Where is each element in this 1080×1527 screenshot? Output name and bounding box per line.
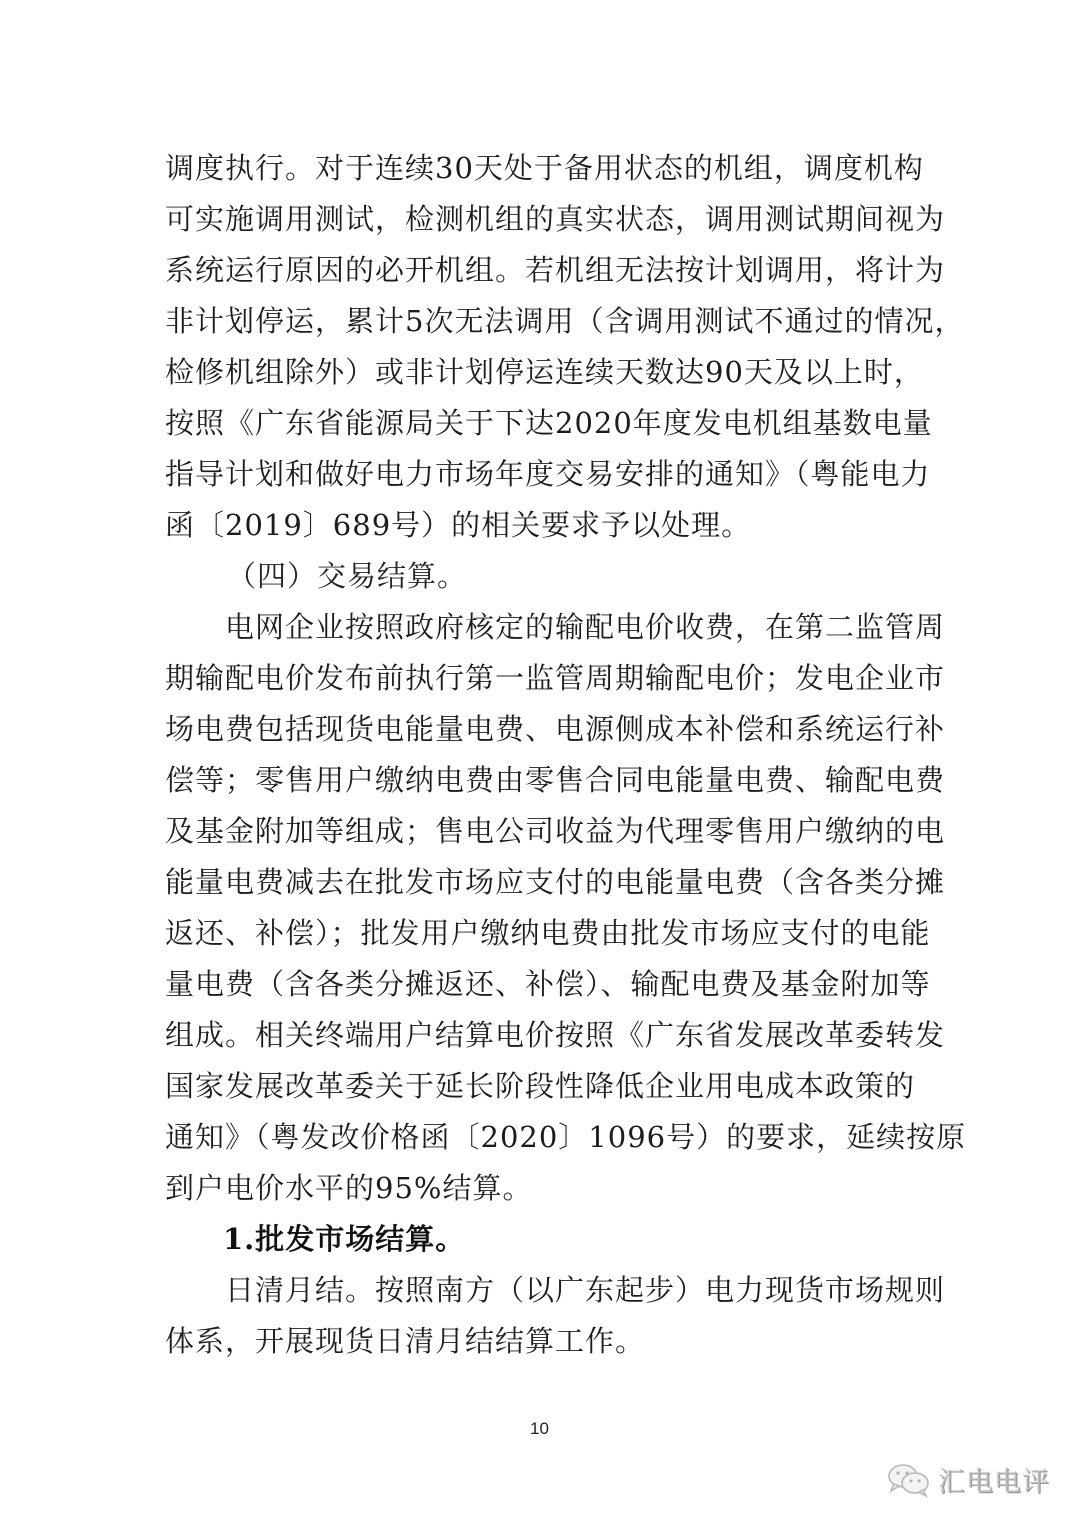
text-line: 电网企业按照政府核定的输配电价收费，在第二监管周 <box>225 610 946 644</box>
page-number: 10 <box>530 1419 549 1438</box>
paragraph-daily-clearing <box>165 1265 946 1367</box>
text-line: 国家发展改革委关于延长阶段性降低企业用电成本政策的 <box>165 1069 916 1103</box>
text-line: 场电费包括现货电能量电费、电源侧成本补偿和系统运行补 <box>165 712 946 746</box>
text-line: 体系，开展现货日清月结结算工作。 <box>165 1324 646 1358</box>
text-line: 按照《广东省能源局关于下达2020年度发电机组基数电量 <box>165 406 933 440</box>
paragraph-dispatch-testing <box>165 143 965 551</box>
subheading-wholesale-settlement: 1.批发市场结算。 <box>223 1222 466 1256</box>
paragraph-settlement <box>165 602 967 1214</box>
watermark-text: 汇电电评 <box>938 1467 1050 1498</box>
section-heading-trade-settlement: （四）交易结算。 <box>227 559 468 593</box>
wechat-icon <box>886 1462 932 1498</box>
text-line: 期输配电价发布前执行第一监管周期输配电价；发电企业市 <box>165 661 946 695</box>
text-line: 系统运行原因的必开机组。若机组无法按计划调用，将计为 <box>165 253 946 287</box>
text-line: 函〔2019〕689号）的相关要求予以处理。 <box>165 508 752 542</box>
text-line: 量电费（含各类分摊返还、补偿）、输配电费及基金附加等 <box>165 967 931 1001</box>
text-line: 返还、补偿）；批发用户缴纳电费由批发市场应支付的电能 <box>165 916 931 950</box>
text-line: 到户电价水平的95%结算。 <box>165 1171 533 1205</box>
watermark <box>886 1460 1050 1499</box>
text-line: 组成。相关终端用户结算电价按照《广东省发展改革委转发 <box>165 1018 946 1052</box>
text-line: 检修机组除外）或非计划停运连续天数达90天及以上时， <box>165 355 924 389</box>
text-line: 可实施调用测试，检测机组的真实状态，调用测试期间视为 <box>165 202 946 236</box>
text-line: 调度执行。对于连续30天处于备用状态的机组，调度机构 <box>165 151 924 185</box>
text-line: 日清月结。按照南方（以广东起步）电力现货市场规则 <box>225 1273 946 1307</box>
text-line: 偿等；零售用户缴纳电费由零售合同电能量电费、输配电费 <box>165 763 946 797</box>
document-body <box>165 143 967 1367</box>
text-line: 非计划停运，累计5次无法调用（含调用测试不通过的情况， <box>165 304 965 338</box>
text-line: 指导计划和做好电力市场年度交易安排的通知》（粤能电力 <box>165 457 931 491</box>
text-line: 及基金附加等组成；售电公司收益为代理零售用户缴纳的电 <box>165 814 946 848</box>
text-line: 通知》（粤发改价格函〔2020〕1096号）的要求，延续按原 <box>165 1120 967 1154</box>
text-line: 能量电费减去在批发市场应支付的电能量电费（含各类分摊 <box>165 865 946 899</box>
